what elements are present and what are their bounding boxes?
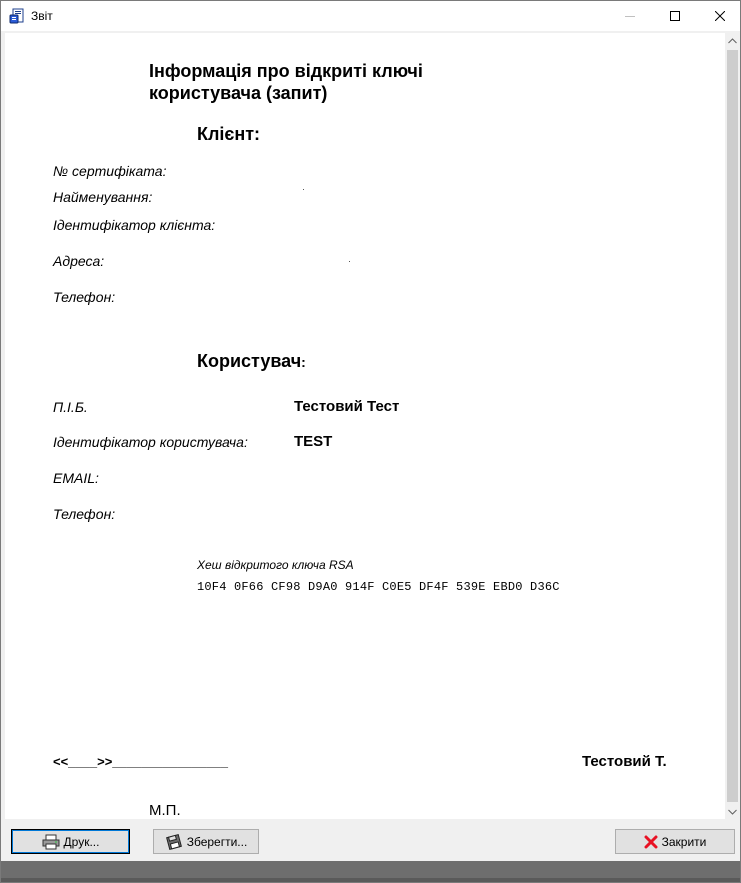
report-title (149, 60, 489, 104)
maximize-button[interactable] (652, 1, 698, 31)
client-address-label: Адреса: (53, 253, 105, 269)
client-id-label: Ідентифікатор клієнта: (53, 217, 216, 233)
close-button[interactable] (615, 829, 735, 854)
client-phone-label: Телефон: (53, 289, 116, 305)
save-button-label: Зберегти... (186, 834, 248, 849)
close-icon (715, 11, 725, 21)
close-red-x-icon (644, 835, 658, 849)
scroll-thumb[interactable] (727, 50, 738, 802)
minimize-button[interactable] (607, 1, 653, 31)
window-title: Звіт (31, 9, 53, 23)
maximize-icon (670, 11, 680, 21)
text-artifact (349, 261, 350, 262)
print-button[interactable] (11, 829, 130, 854)
save-disk-icon (165, 834, 183, 850)
print-button-label: Друк... (63, 834, 100, 849)
printer-icon (42, 834, 60, 850)
rsa-hash-label: Хеш відкритого ключа RSA (197, 558, 354, 572)
rsa-hash-value: 10F4 0F66 CF98 D9A0 914F C0E5 DF4F 539E EBD0 D36C (197, 580, 560, 594)
title-bar[interactable] (1, 1, 740, 31)
email-label: EMAIL: (53, 470, 99, 486)
button-bar (1, 819, 740, 861)
vertical-scrollbar[interactable] (725, 33, 740, 819)
date-signature-placeholder: <<____>>________________ (53, 754, 228, 769)
text-artifact (303, 189, 304, 190)
chevron-down-icon (728, 809, 737, 815)
user-section-colon: : (301, 354, 306, 370)
close-button-label: Закрити (661, 834, 707, 849)
window-bottom-inner (1, 861, 740, 878)
report-app-icon (9, 8, 25, 24)
minimize-icon (625, 11, 635, 21)
report-document[interactable] (5, 33, 725, 819)
chevron-up-icon (728, 38, 737, 44)
seal-label: М.П. (149, 802, 181, 819)
window-bottom-border (1, 861, 740, 882)
full-name-label: П.І.Б. (53, 399, 88, 415)
certificate-number-label: № сертифіката: (53, 163, 167, 179)
user-section-title: Користувач (197, 351, 302, 371)
full-name-value: Тестовий Тест (294, 398, 400, 415)
close-window-button[interactable] (697, 1, 741, 31)
scroll-down-button[interactable] (725, 804, 740, 819)
signer-name: Тестовий Т. (582, 753, 667, 770)
client-name-label: Найменування: (53, 189, 153, 205)
user-id-value: TEST (294, 433, 333, 450)
user-id-label: Ідентифікатор користувача: (53, 434, 248, 450)
scroll-up-button[interactable] (725, 33, 740, 48)
client-section-heading: Клієнт: (197, 124, 261, 144)
user-section-heading (197, 351, 306, 372)
report-title-line-2: користувача (запит) (149, 83, 328, 103)
report-title-line-1: Інформація про відкриті ключі (149, 61, 423, 81)
user-phone-label: Телефон: (53, 506, 116, 522)
save-button[interactable] (153, 829, 259, 854)
